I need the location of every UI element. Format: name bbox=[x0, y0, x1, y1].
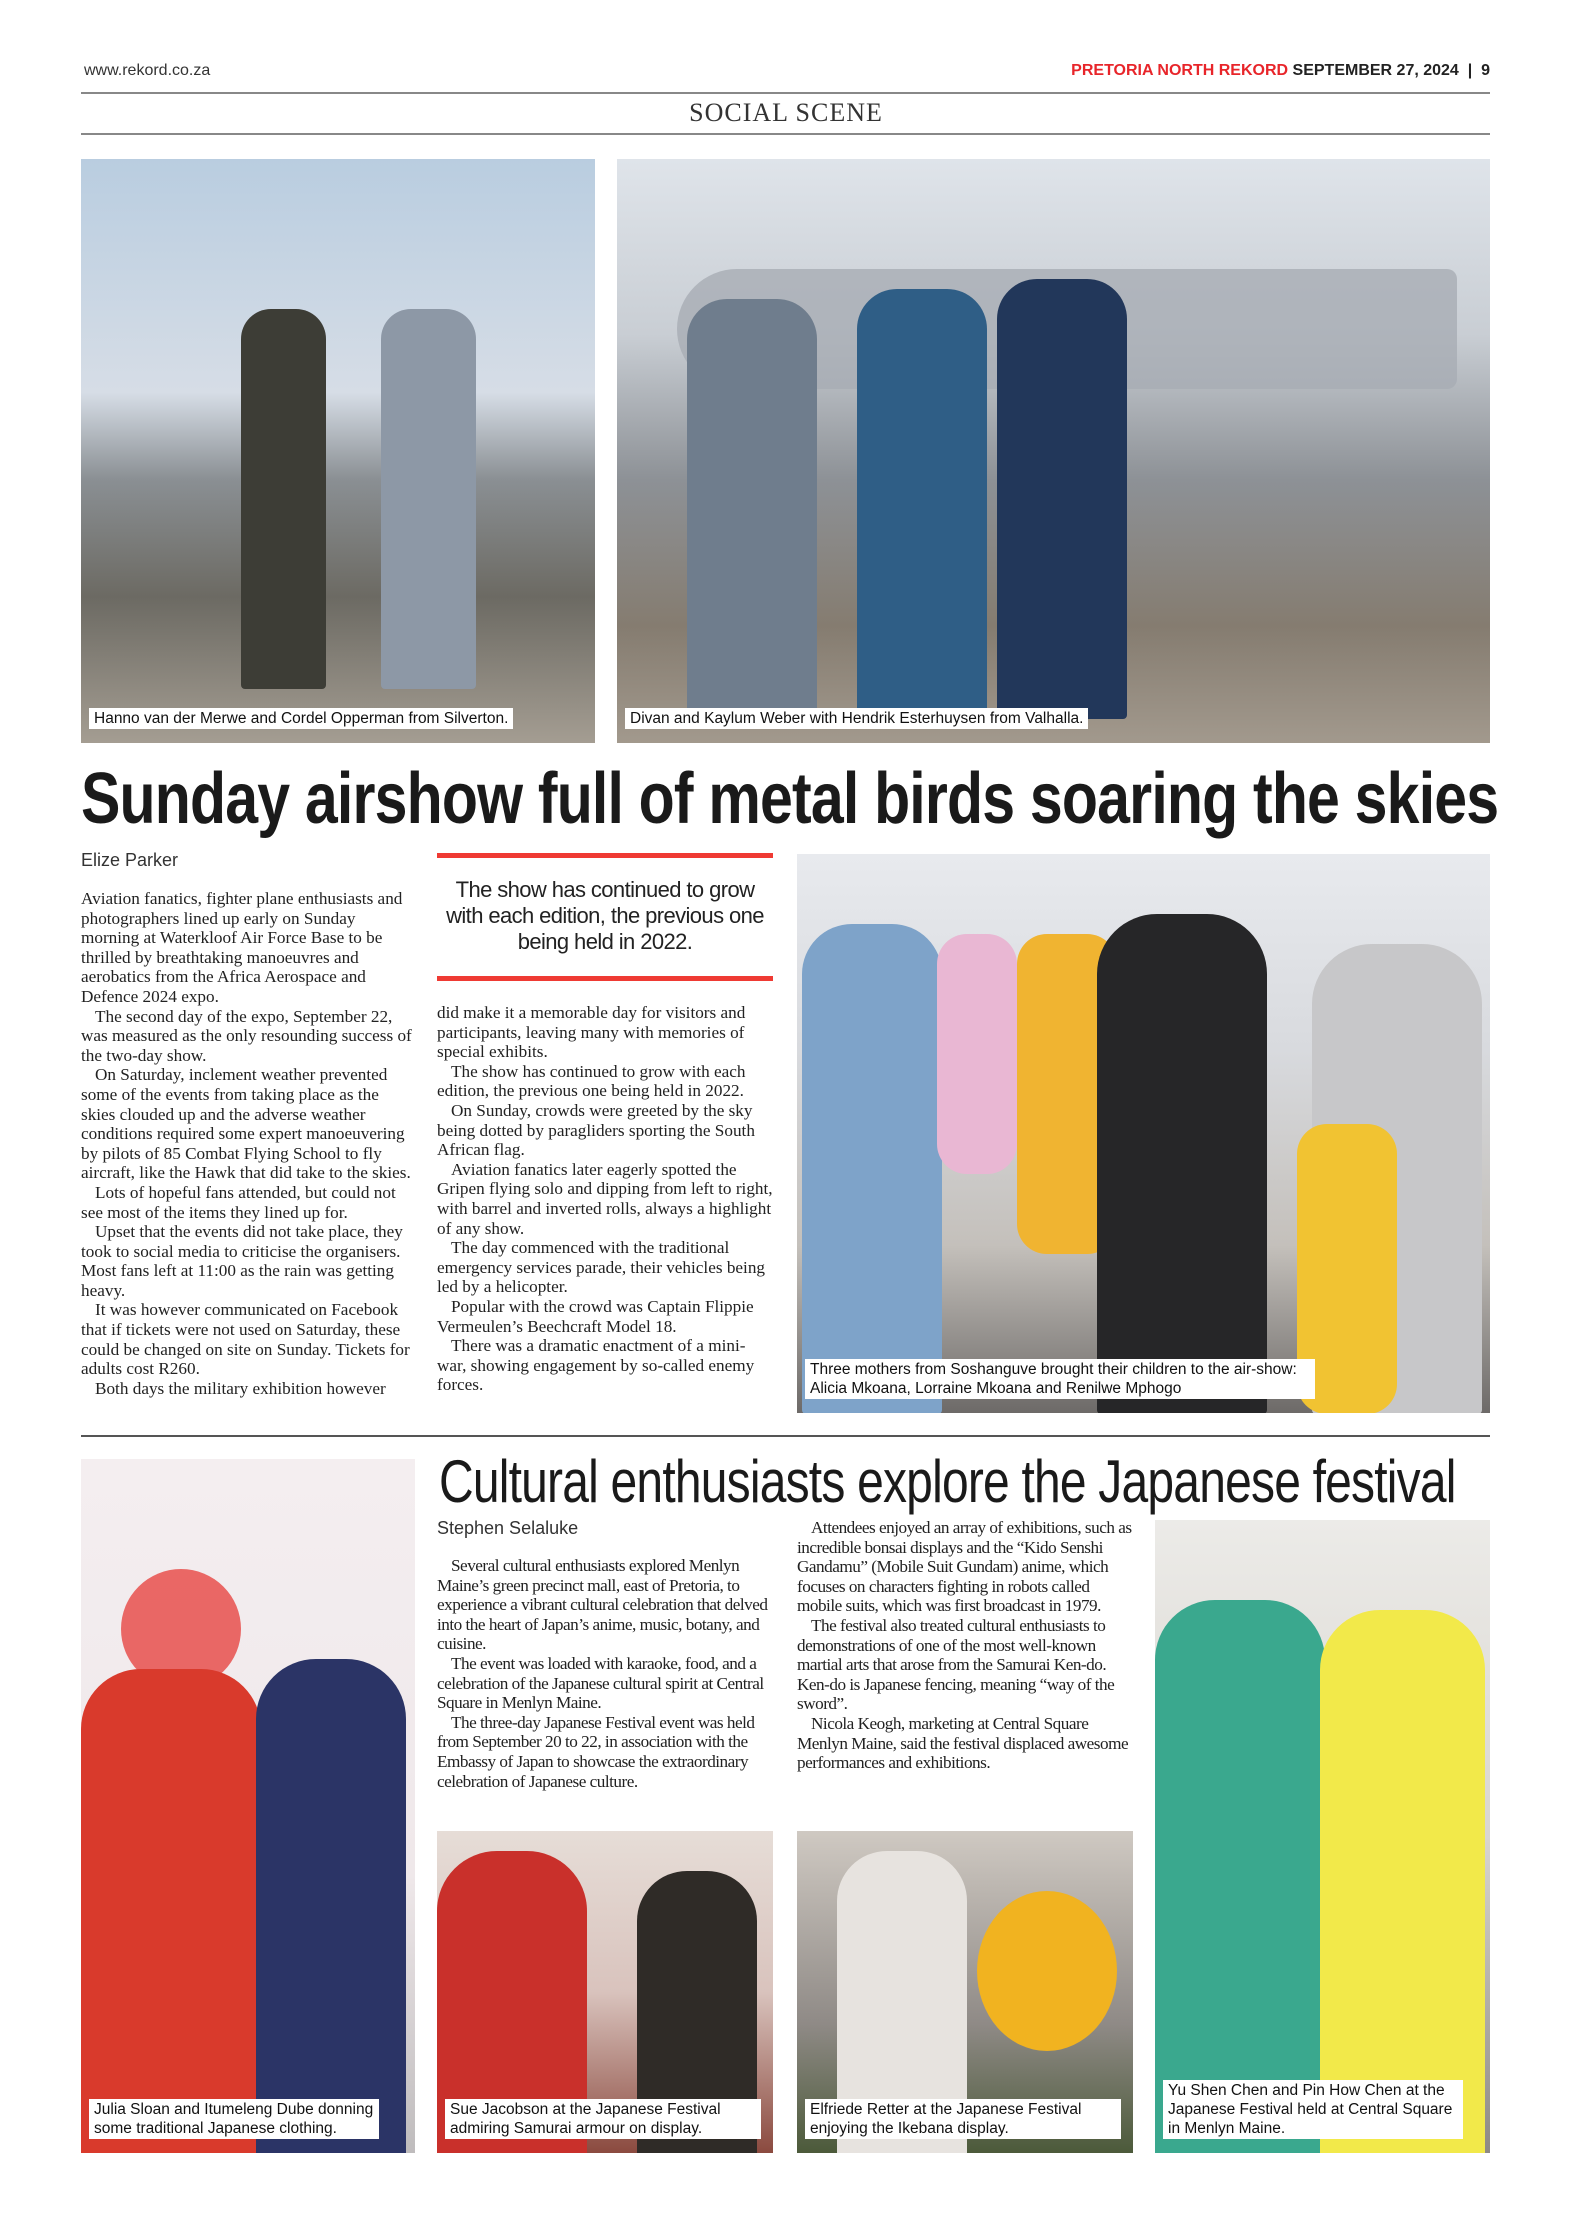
separator: | bbox=[1467, 62, 1473, 79]
photo-julia-itumeleng bbox=[81, 1459, 415, 2153]
photo-caption: Hanno van der Merwe and Cordel Opperman from Silverton. bbox=[89, 708, 513, 729]
paragraph: Attendees enjoyed an array of exhibitions, such as incredible bonsai displays and the “Kido Senshi Gandamu” (Mobile Suit Gundam) anime, which focuses on characters fighting in robots called mobile suits, which was first broadcast in 1979. bbox=[797, 1518, 1132, 1616]
japan-headline: Cultural enthusiasts explore the Japanese festival bbox=[439, 1448, 1456, 1515]
photo-chen-brothers bbox=[1155, 1520, 1490, 2153]
issue-date: SEPTEMBER 27, 2024 bbox=[1292, 62, 1459, 79]
paragraph: Popular with the crowd was Captain Flippie Vermeulen’s Beechcraft Model 18. bbox=[437, 1296, 754, 1336]
paragraph: Aviation fanatics, fighter plane enthusiasts and photographers lined up early on Sunday morning at Waterkloof Air Force Base to be thrilled by breathtaking manoeuvres and aerobatics from the Africa Aerospace and Defence 2024 expo. bbox=[81, 889, 403, 1006]
paragraph: It was however communicated on Facebook that if tickets were not used on Saturday, these could be changed on site on Sunday. Tickets for adults cost R260. bbox=[81, 1300, 410, 1379]
person-figure bbox=[241, 309, 326, 689]
section-title: SOCIAL SCENE bbox=[689, 98, 883, 127]
japan-column-1 bbox=[437, 1556, 777, 1791]
person-figure bbox=[1155, 1600, 1325, 2153]
paragraph: Both days the military exhibition however bbox=[95, 1378, 386, 1398]
paragraph: The festival also treated cultural enthusiasts to demonstrations of one of the most well-known martial arts that arose from the Samurai Ken-do. Ken-do is Japanese fencing, meaning “way of the sword”. bbox=[797, 1615, 1115, 1714]
airshow-column-1 bbox=[81, 889, 414, 1398]
paragraph: The event was loaded with karaoke, food, and a celebration of the Japanese cultural spirit at Central Square in Menlyn Maine. bbox=[437, 1653, 764, 1713]
photo-caption: Three mothers from Soshanguve brought their children to the air-show: Alicia Mkoana, Lorraine Mkoana and Renilwe Mphogo bbox=[805, 1359, 1315, 1399]
person-figure bbox=[857, 289, 987, 719]
paragraph: Several cultural enthusiasts explored Menlyn Maine’s green precinct mall, east of Pretoria, to experience a vibrant cultural celebration that delved into the heart of Japan’s anime, music, botany, and cuisine. bbox=[437, 1556, 768, 1654]
photo-sue-jacobson bbox=[437, 1831, 773, 2153]
website-url[interactable]: www.rekord.co.za bbox=[84, 62, 211, 79]
pull-quote: The show has continued to grow with each edition, the previous one being held in 2022. bbox=[446, 877, 764, 954]
byline: Elize Parker bbox=[81, 850, 179, 870]
paragraph: Lots of hopeful fans attended, but could not see most of the items they lined up for. bbox=[81, 1182, 396, 1222]
person-figure bbox=[687, 299, 817, 719]
paragraph: did make it a memorable day for visitors and participants, leaving many with memories of special exhibits. bbox=[437, 1003, 746, 1062]
photo-caption: Divan and Kaylum Weber with Hendrik Esterhuysen from Valhalla. bbox=[625, 708, 1088, 729]
japan-column-2 bbox=[797, 1518, 1135, 1773]
masthead bbox=[1071, 62, 1490, 80]
publication-name: PRETORIA NORTH REKORD bbox=[1071, 62, 1289, 79]
paragraph: Upset that the events did not take place, they took to social media to criticise the organisers. Most fans left at 11:00 as the rain was getting heavy. bbox=[81, 1222, 403, 1300]
pull-quote-rule bbox=[437, 853, 773, 858]
photo-caption: Julia Sloan and Itumeleng Dube donning some traditional Japanese clothing. bbox=[89, 2099, 379, 2139]
child-figure bbox=[937, 934, 1017, 1174]
paragraph: The three-day Japanese Festival event was held from September 20 to 22, in association with the Embassy of Japan to showcase the extraordinary celebration of Japanese culture. bbox=[437, 1712, 755, 1791]
paragraph: On Saturday, inclement weather prevented some of the events from taking place as the skies clouded up and the adverse weather conditions required some expert manoeuvering by pilots of 85 Combat Flying School to fly aircraft, like the Hawk that did take to the skies. bbox=[81, 1065, 411, 1183]
header-rule bbox=[81, 92, 1490, 94]
paragraph: Aviation fanatics later eagerly spotted the Gripen flying solo and dipping from left to right, with barrel and inverted rolls, always a highlight of any show. bbox=[437, 1159, 773, 1238]
photo-valhalla-visitors bbox=[617, 159, 1490, 743]
photo-silverton-visitors bbox=[81, 159, 595, 743]
photo-caption: Sue Jacobson at the Japanese Festival admiring Samurai armour on display. bbox=[445, 2099, 761, 2139]
section-rule bbox=[81, 133, 1490, 135]
person-figure bbox=[81, 1669, 261, 2153]
person-figure bbox=[802, 924, 942, 1413]
airshow-column-2 bbox=[437, 1003, 773, 1395]
person-figure bbox=[1320, 1610, 1485, 2153]
person-figure bbox=[997, 279, 1127, 719]
paragraph: The day commenced with the traditional emergency services parade, their vehicles being led by a helicopter. bbox=[437, 1238, 766, 1297]
photo-soshanguve-mothers bbox=[797, 854, 1490, 1413]
photo-caption: Elfriede Retter at the Japanese Festival enjoying the Ikebana display. bbox=[805, 2099, 1121, 2139]
article-divider bbox=[81, 1435, 1490, 1437]
person-figure bbox=[381, 309, 476, 689]
person-figure bbox=[1097, 914, 1267, 1413]
airshow-headline: Sunday airshow full of metal birds soaring the skies bbox=[81, 759, 1499, 839]
sunflower-arrangement bbox=[977, 1891, 1117, 2051]
photo-caption: Yu Shen Chen and Pin How Chen at the Japanese Festival held at Central Square in Menlyn Maine. bbox=[1163, 2080, 1463, 2139]
page-number: 9 bbox=[1481, 62, 1490, 79]
person-figure bbox=[256, 1659, 406, 2153]
paragraph: The second day of the expo, September 22, was measured as the only resounding success of the two-day show. bbox=[81, 1006, 412, 1065]
paragraph: There was a dramatic enactment of a mini-war, showing engagement by so-called enemy forces. bbox=[437, 1336, 755, 1395]
byline: Stephen Selaluke bbox=[437, 1518, 579, 1538]
photo-elfriede-retter bbox=[797, 1831, 1133, 2153]
paragraph: The show has continued to grow with each edition, the previous one being held in 2022. bbox=[437, 1061, 746, 1101]
pull-quote-rule bbox=[437, 976, 773, 981]
paragraph: Nicola Keogh, marketing at Central Square Menlyn Maine, said the festival displaced awesome performances and exhibitions. bbox=[797, 1713, 1129, 1773]
paragraph: On Sunday, crowds were greeted by the sky being dotted by paragliders sporting the South African flag. bbox=[437, 1100, 755, 1160]
